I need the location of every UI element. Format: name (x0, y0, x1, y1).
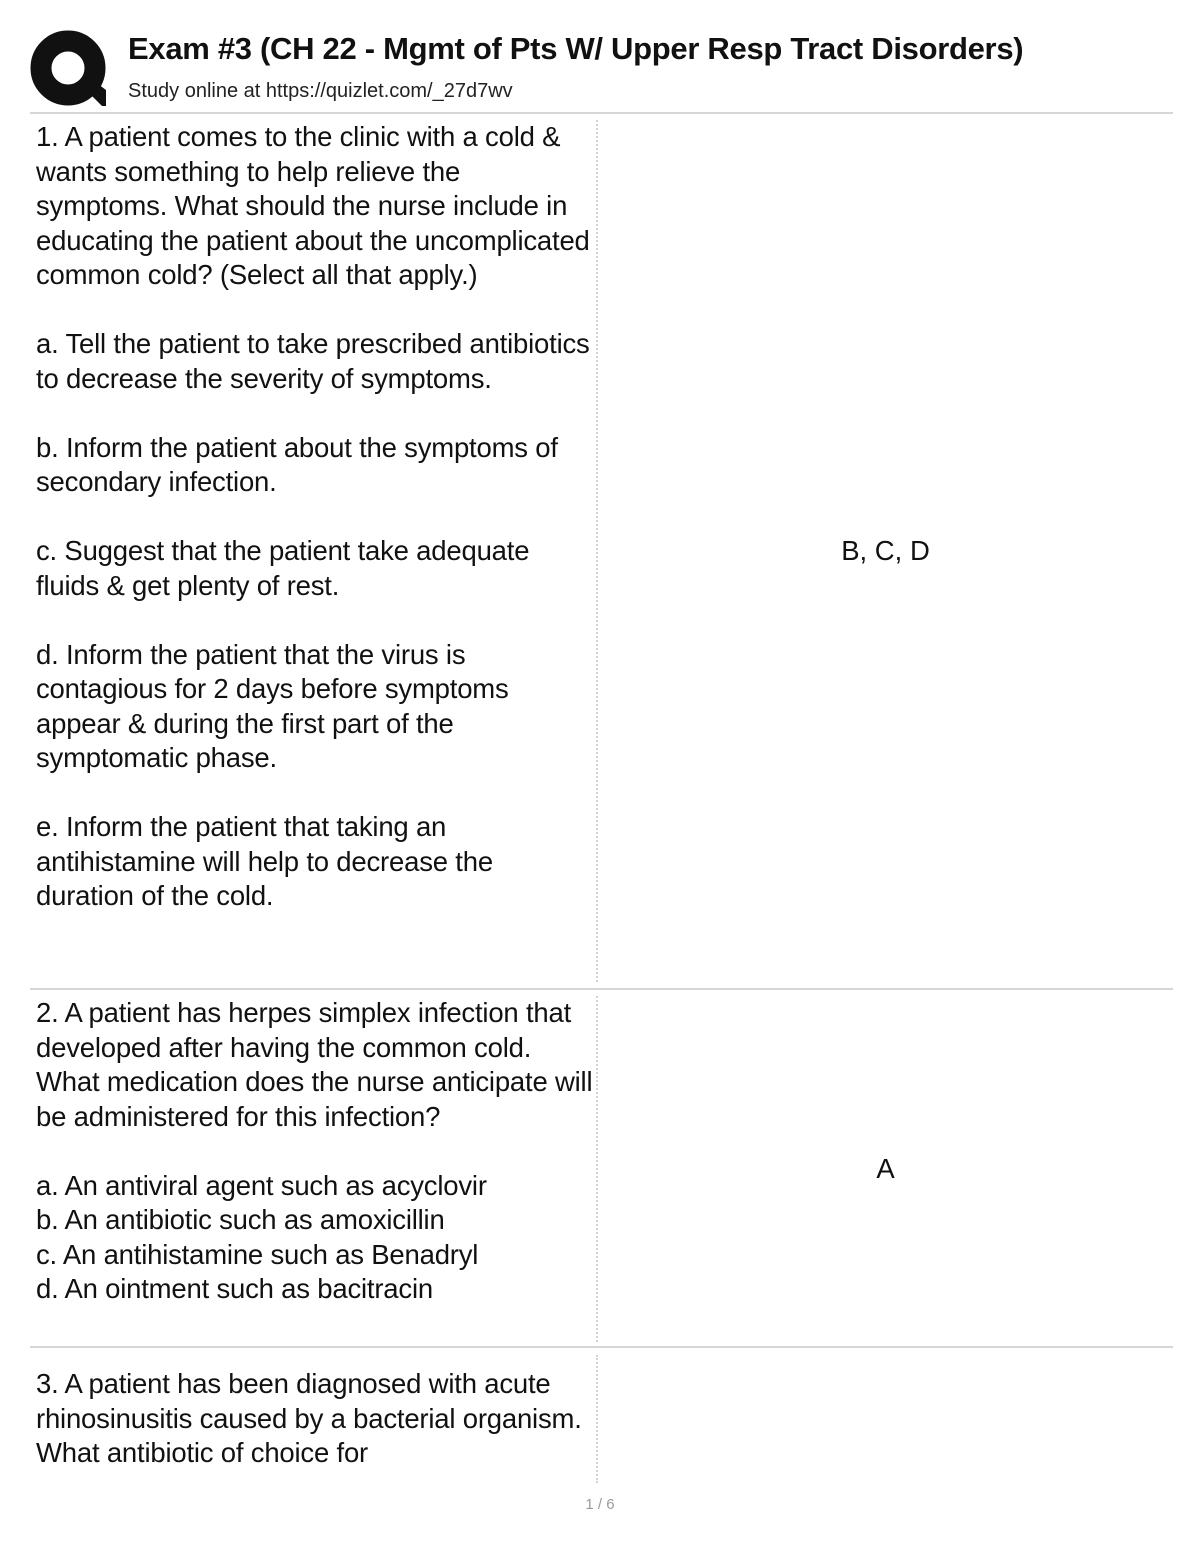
option-d: d. Inform the patient that the virus is contagious for 2 days before symptoms appear & during the first part of the symptomatic phase. (36, 638, 509, 773)
card-divider (30, 988, 1173, 990)
flashcard-3 (30, 1367, 1173, 1485)
study-online-link[interactable]: Study online at https://quizlet.com/_27d7wv (128, 80, 513, 102)
card-divider (30, 1346, 1173, 1348)
question-text: 3. A patient has been diagnosed with acute rhinosinusitis caused by a bacterial organism. What antibiotic of choice for (36, 1368, 582, 1468)
page-title: Exam #3 (CH 22 - Mgmt of Pts W/ Upper Resp Tract Disorders) (128, 31, 1024, 66)
card-term (36, 1367, 596, 1471)
option-c: c. An antihistamine such as Benadryl (36, 1238, 479, 1270)
flashcard-2 (30, 996, 1173, 1342)
question-text: 2. A patient has herpes simplex infection that developed after having the common cold. What medication does the nurse anticipate will be administered for this infection? (36, 997, 593, 1132)
page-number: 1 / 6 (585, 1496, 615, 1513)
card-term (36, 996, 596, 1307)
option-c: c. Suggest that the patient take adequate fluids & get plenty of rest. (36, 535, 530, 601)
flashcard-1 (30, 120, 1173, 982)
question-text: 1. A patient comes to the clinic with a cold & wants something to help relieve the symptoms. What should the nurse include in educating the patient about the uncomplicated common cold? (Select all that apply.) (36, 121, 590, 290)
column-divider (596, 1355, 598, 1483)
card-answer: B, C, D (841, 535, 930, 566)
card-answer: A (876, 1153, 895, 1184)
option-a: a. Tell the patient to take prescribed antibiotics to decrease the severity of symptoms. (36, 328, 590, 394)
option-b: b. An antibiotic such as amoxicillin (36, 1204, 445, 1235)
quizlet-logo-icon (30, 30, 108, 108)
option-e: e. Inform the patient that taking an antihistamine will help to decrease the duration of the cold. (36, 811, 493, 911)
header-divider (30, 112, 1173, 114)
option-d: d. An ointment such as bacitracin (36, 1273, 433, 1304)
option-a: a. An antiviral agent such as acyclovir (36, 1169, 487, 1201)
option-b: b. Inform the patient about the symptoms of secondary infection. (36, 431, 558, 497)
card-term (36, 120, 596, 914)
